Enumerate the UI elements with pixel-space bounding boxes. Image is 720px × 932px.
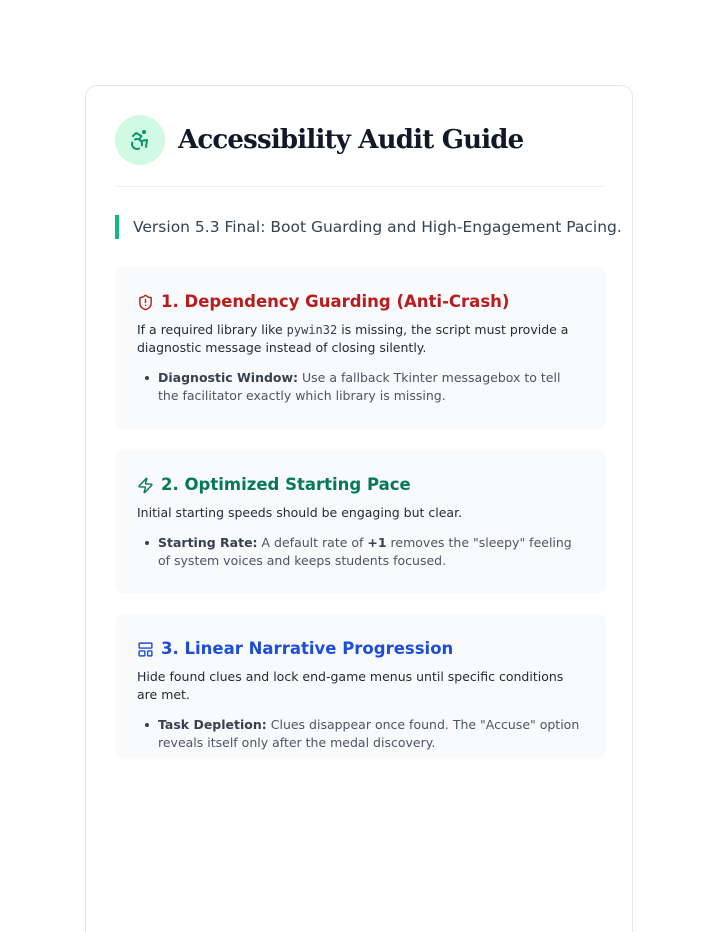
lightning-icon xyxy=(137,477,154,494)
section-starting-pace xyxy=(115,450,606,593)
list-item: Starting Rate: A default rate of +1 removes the "sleepy" feeling of system voices and keeps students focused. xyxy=(158,534,584,570)
section-description: Initial starting speeds should be engaging but clear. xyxy=(137,505,463,520)
section-title: 3. Linear Narrative Progression xyxy=(161,639,454,658)
list-item: Diagnostic Window: Use a fallback Tkinter messagebox to tell the facilitator exactly which library is missing. xyxy=(158,369,584,405)
accessibility-icon xyxy=(128,128,152,152)
section-heading xyxy=(137,473,584,497)
section-title: 1. Dependency Guarding (Anti-Crash) xyxy=(161,292,510,311)
bullet-list xyxy=(137,534,584,570)
page-title: Accessibility Audit Guide xyxy=(178,125,524,155)
layout-icon xyxy=(137,641,154,658)
bullet-list xyxy=(137,716,584,752)
list-item: Task Depletion: Clues disappear once found. The "Accuse" option reveals itself only after the medal discovery. xyxy=(158,716,584,752)
shield-alert-icon xyxy=(137,294,154,311)
version-note: Version 5.3 Final: Boot Guarding and High-Engagement Pacing. xyxy=(115,215,612,239)
logo-badge xyxy=(115,115,165,165)
guide-card xyxy=(85,85,633,932)
section-narrative-progression xyxy=(115,614,606,758)
section-heading xyxy=(137,637,584,661)
section-description: If a required library like pywin32 is missing, the script must provide a diagnostic message instead of closing silently. xyxy=(137,322,569,355)
section-heading xyxy=(137,290,584,314)
section-dependency-guarding xyxy=(115,267,606,429)
section-description: Hide found clues and lock end-game menus until specific conditions are met. xyxy=(137,669,564,702)
guide-header xyxy=(115,115,605,187)
bullet-list xyxy=(137,369,584,405)
library-name: pywin32 xyxy=(286,323,338,337)
section-title: 2. Optimized Starting Pace xyxy=(161,475,411,494)
